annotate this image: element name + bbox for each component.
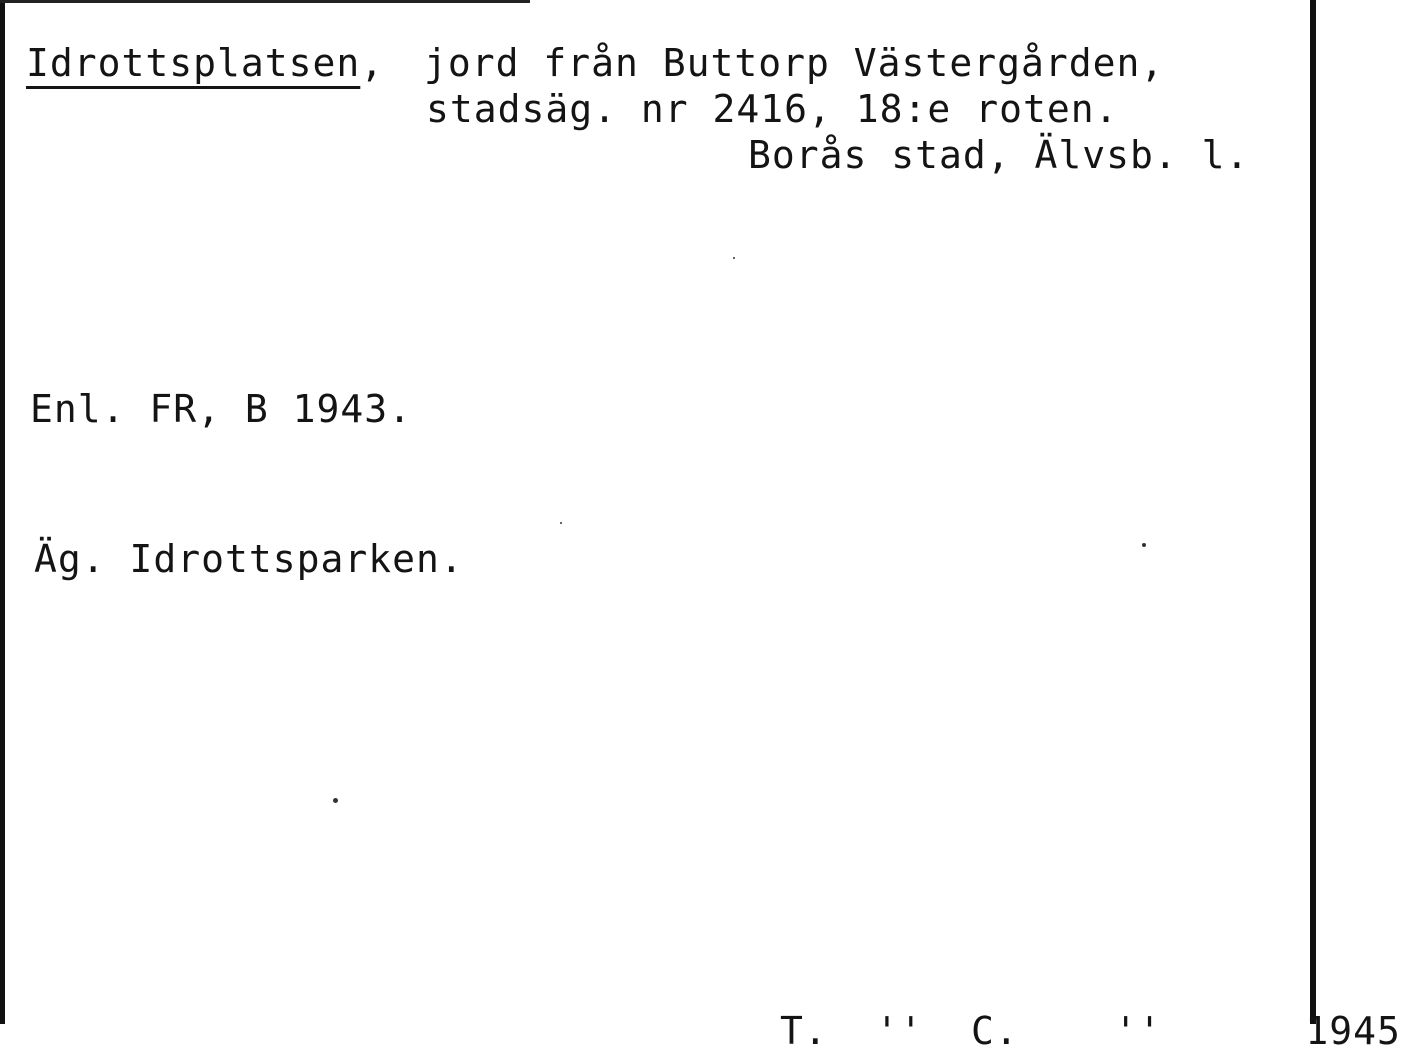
card-right-edge xyxy=(1310,0,1316,1024)
description-line-1: jord från Buttorp Västergården, xyxy=(424,41,1165,85)
card-left-edge xyxy=(0,0,5,1024)
heading-line xyxy=(26,41,385,85)
owner-line: Äg. Idrottsparken. xyxy=(34,537,464,581)
scan-speck xyxy=(560,522,562,524)
footer-partial-line xyxy=(780,1008,1401,1053)
scan-speck xyxy=(1142,543,1146,547)
card-top-edge xyxy=(0,0,530,3)
place-name-heading: Idrottsplatsen xyxy=(26,41,361,85)
description-line-2: stadsäg. nr 2416, 18:e roten. xyxy=(426,87,1119,131)
scan-speck xyxy=(733,257,735,259)
location-line: Borås stad, Älvsb. l. xyxy=(748,133,1250,177)
footer-partial-text: T. '' C. '' 1945 xyxy=(780,1009,1401,1053)
scan-speck xyxy=(333,798,338,803)
source-reference: Enl. FR, B 1943. xyxy=(30,387,413,431)
heading-comma: , xyxy=(360,41,385,85)
